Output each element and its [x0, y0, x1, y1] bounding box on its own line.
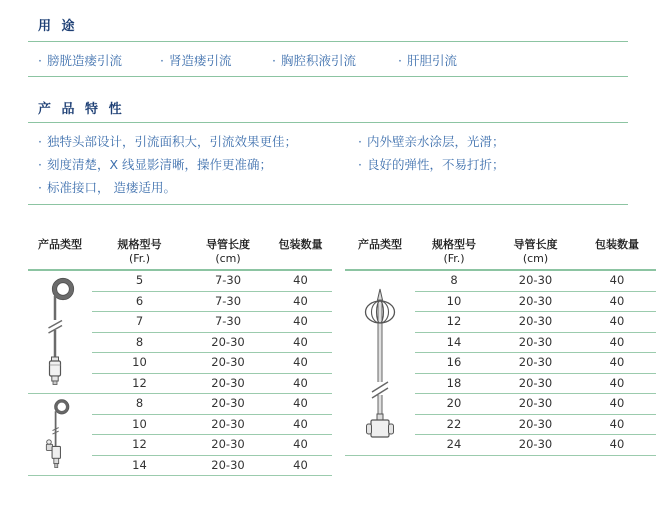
column-header [187, 236, 269, 270]
spec-cell: 40 [578, 435, 656, 456]
bullet-icon: · [38, 134, 42, 149]
column-header [92, 236, 187, 270]
spec-cell: 7 [92, 312, 187, 333]
pigtail-catheter-icon [35, 276, 85, 388]
column-header-unit: (Fr.) [128, 252, 151, 265]
spec-cell: 7-30 [187, 312, 269, 333]
spec-cell: 40 [578, 353, 656, 374]
spec-cell: 20-30 [187, 332, 269, 353]
column-header [269, 236, 332, 270]
spec-cell: 20-30 [493, 435, 578, 456]
spec-cell: 10 [415, 291, 493, 312]
spec-cell: 20-30 [493, 353, 578, 374]
column-header-label: 产品类型 [358, 238, 402, 251]
spec-cell: 40 [269, 312, 332, 333]
header-row [345, 236, 656, 270]
spec-cell: 20-30 [493, 270, 578, 291]
bullet-icon: · [38, 180, 42, 195]
column-header-label: 包装数量 [278, 238, 323, 251]
spec-cell: 40 [269, 291, 332, 312]
spec-cell: 40 [578, 394, 656, 415]
divider [28, 41, 628, 42]
spec-cell: 20-30 [493, 312, 578, 333]
pigtail-catheter-icon [28, 270, 92, 394]
spec-cell: 40 [578, 332, 656, 353]
bullet-icon: · [160, 53, 164, 68]
bullet-icon: · [398, 53, 402, 68]
divider [28, 204, 628, 205]
feature-item [38, 153, 353, 176]
column-header [28, 236, 92, 270]
spec-cell: 20-30 [493, 414, 578, 435]
usage-item-label: 膀胱造瘘引流 [46, 53, 122, 68]
spec-cell: 20-30 [187, 394, 269, 415]
column-header [345, 236, 415, 270]
spec-cell: 18 [415, 373, 493, 394]
spec-cell: 5 [92, 270, 187, 291]
table-row [28, 394, 332, 415]
spec-cell: 10 [92, 414, 187, 435]
feature-item-label: 标准接口， 造瘘适用。 [46, 180, 176, 195]
spec-cell: 8 [415, 270, 493, 291]
spec-cell: 40 [269, 455, 332, 476]
usage-item-label: 胸腔积液引流 [280, 53, 356, 68]
spec-cell: 20-30 [493, 332, 578, 353]
header-row [28, 236, 332, 270]
column-header [578, 236, 656, 270]
column-header-label: 产品类型 [38, 238, 82, 251]
usage-item-label: 肾造瘘引流 [168, 53, 232, 68]
column-header-label: 导管长度 [513, 238, 558, 251]
spec-cell: 12 [415, 312, 493, 333]
spec-cell: 20-30 [187, 435, 269, 456]
spec-cell: 20-30 [493, 394, 578, 415]
spec-cell: 40 [269, 332, 332, 353]
locking-pigtail-catheter-icon [42, 398, 78, 472]
bullet-icon: · [358, 134, 362, 149]
spec-cell: 40 [578, 291, 656, 312]
spec-cell: 20 [415, 394, 493, 415]
column-header-label: 规格型号 [432, 238, 476, 251]
spec-cell: 8 [92, 394, 187, 415]
usage-item-label: 肝胆引流 [406, 53, 457, 68]
spec-cell: 16 [415, 353, 493, 374]
spec-cell: 40 [269, 394, 332, 415]
spec-cell: 40 [269, 435, 332, 456]
feature-item-label: 刻度清楚，X 线显影清晰，操作更准确； [46, 157, 273, 172]
feature-item [358, 153, 638, 176]
spec-cell: 40 [269, 373, 332, 394]
spec-cell: 40 [269, 353, 332, 374]
spec-cell: 10 [92, 353, 187, 374]
bullet-icon: · [38, 53, 42, 68]
malecot-catheter-icon [356, 287, 404, 439]
feature-item-label: 内外壁亲水涂层，光滑； [366, 134, 505, 149]
divider [28, 76, 628, 77]
features-section-title: 产 品 特 性 [38, 102, 125, 117]
spec-cell: 40 [578, 373, 656, 394]
usage-item [398, 51, 457, 69]
feature-item [38, 130, 353, 153]
spec-cell: 22 [415, 414, 493, 435]
spec-table-left [28, 236, 332, 476]
spec-cell: 20-30 [493, 373, 578, 394]
bullet-icon: · [38, 157, 42, 172]
spec-cell: 20-30 [493, 291, 578, 312]
locking-pigtail-catheter-icon [28, 394, 92, 476]
spec-cell: 20-30 [187, 414, 269, 435]
feature-item [358, 130, 638, 153]
usage-item [272, 51, 356, 69]
spec-cell: 24 [415, 435, 493, 456]
column-header-unit: (cm) [522, 252, 549, 265]
spec-cell: 40 [578, 270, 656, 291]
spec-cell: 7-30 [187, 291, 269, 312]
spec-cell: 40 [269, 270, 332, 291]
spec-cell: 12 [92, 435, 187, 456]
usage-section-title: 用 途 [38, 19, 78, 34]
spec-table-right [345, 236, 656, 456]
column-header-label: 规格型号 [117, 238, 162, 251]
column-header-label: 导管长度 [206, 238, 250, 251]
table-row [28, 270, 332, 291]
features-left [38, 130, 353, 199]
spec-cell: 40 [269, 414, 332, 435]
column-header [493, 236, 578, 270]
spec-cell: 40 [578, 312, 656, 333]
spec-cell: 12 [92, 373, 187, 394]
divider [28, 122, 628, 123]
feature-item-label: 独特头部设计，引流面积大，引流效果更佳； [46, 134, 297, 149]
spec-cell: 20-30 [187, 455, 269, 476]
usage-item [160, 51, 232, 69]
feature-item-label: 良好的弹性，不易打折； [366, 157, 505, 172]
feature-item [38, 176, 353, 199]
usage-item [38, 51, 122, 69]
spec-cell: 6 [92, 291, 187, 312]
spec-cell: 7-30 [187, 270, 269, 291]
table-row [345, 270, 656, 291]
column-header-unit: (cm) [215, 252, 241, 265]
spec-cell: 20-30 [187, 353, 269, 374]
spec-cell: 40 [578, 414, 656, 435]
column-header-label: 包装数量 [595, 238, 639, 251]
column-header [415, 236, 493, 270]
features-right [358, 130, 638, 176]
malecot-catheter-icon [345, 270, 415, 455]
usage-items [0, 51, 661, 71]
bullet-icon: · [358, 157, 362, 172]
spec-cell: 20-30 [187, 373, 269, 394]
spec-cell: 14 [92, 455, 187, 476]
spec-cell: 8 [92, 332, 187, 353]
column-header-unit: (Fr.) [443, 252, 465, 265]
spec-cell: 14 [415, 332, 493, 353]
bullet-icon: · [272, 53, 276, 68]
